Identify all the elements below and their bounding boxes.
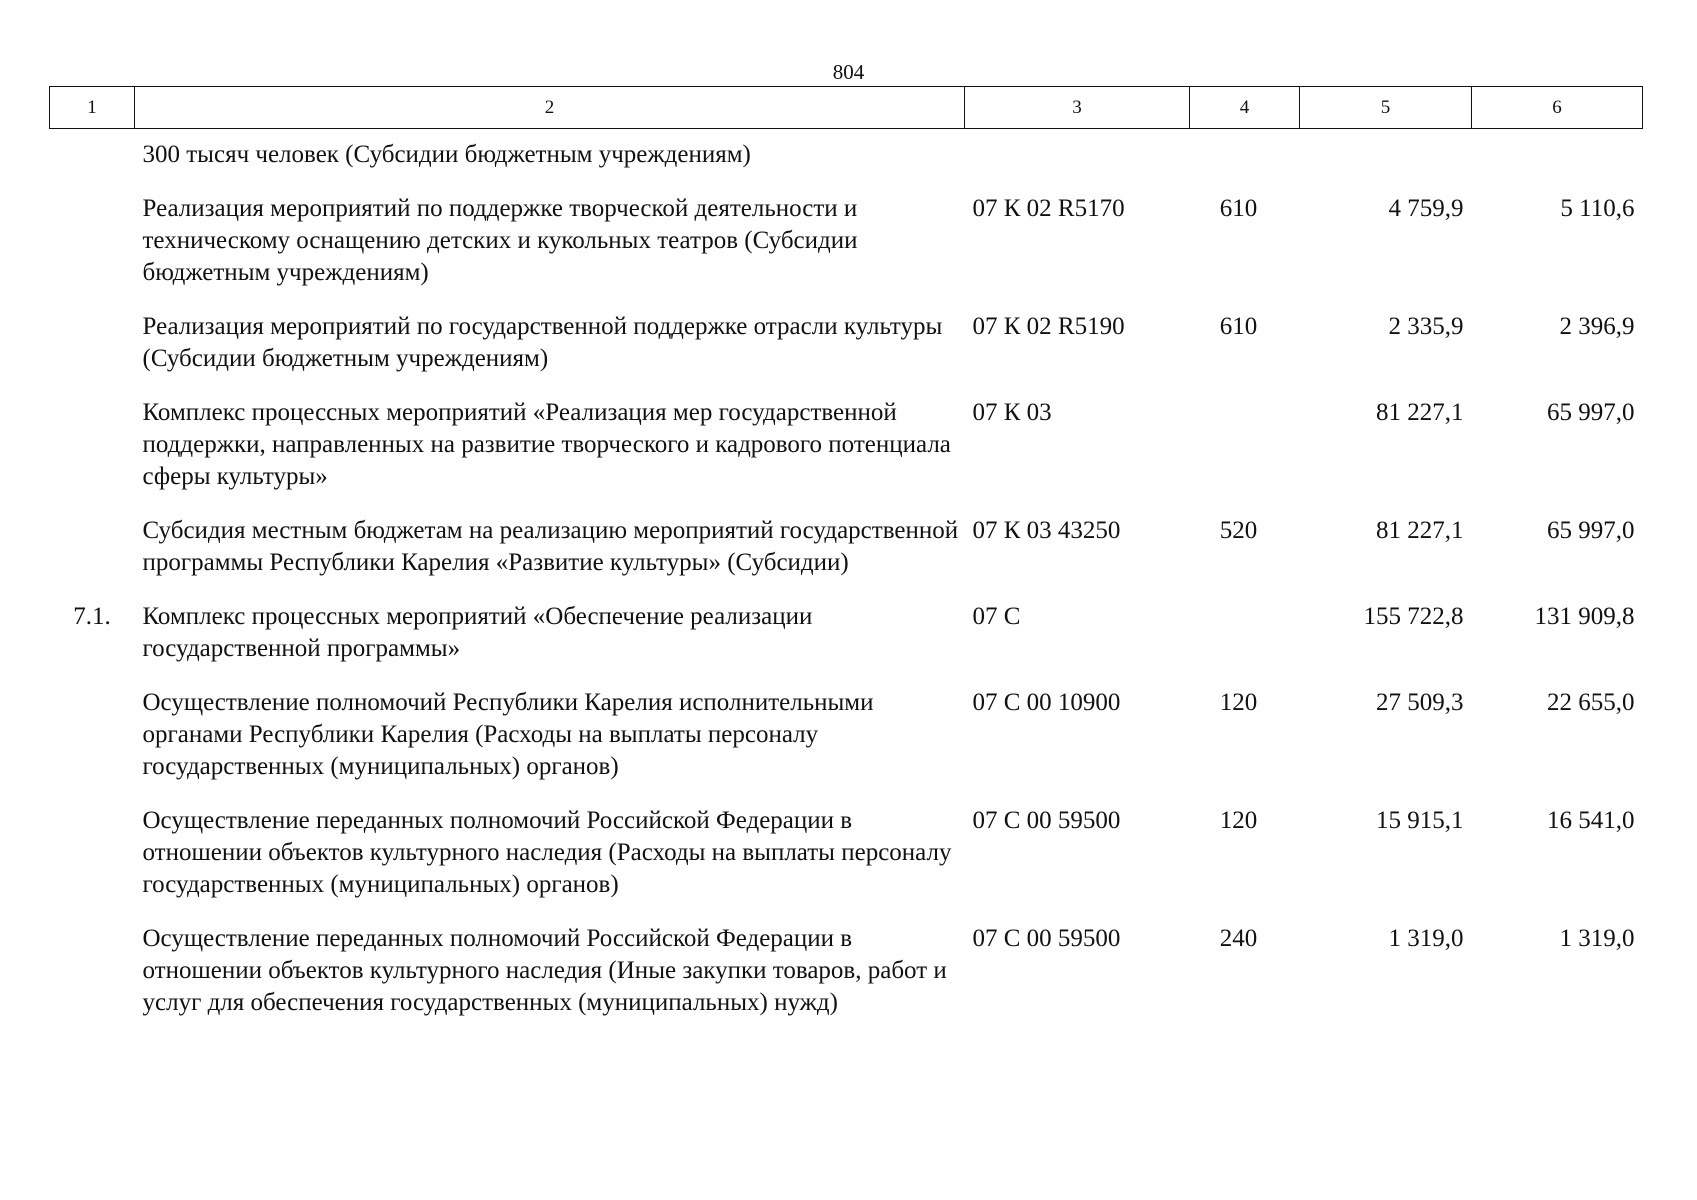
column-header-5: 5 (1300, 87, 1472, 129)
row-description: Субсидия местным бюджетам на реализацию мероприятий государственной программы Республики Карелия «Развитие культуры» (Субсидии) (142, 517, 959, 576)
row-amount-col5: 15 915,1 (1376, 807, 1464, 834)
table-header (50, 87, 1643, 129)
row-expense-type: 120 (1219, 807, 1258, 834)
row-amount-col6: 65 997,0 (1547, 517, 1635, 544)
row-amount-col5: 81 227,1 (1376, 399, 1464, 426)
table-row (50, 129, 1643, 182)
column-header-6: 6 (1472, 87, 1643, 129)
row-target-code: 07 К 03 43250 (972, 517, 1121, 544)
row-amount-col6: 65 997,0 (1547, 399, 1635, 426)
row-expense-type: 520 (1219, 517, 1258, 544)
row-expense-type: 610 (1219, 195, 1258, 222)
row-target-code: 07 К 03 (972, 399, 1052, 426)
table-row (50, 503, 1643, 589)
row-amount-col5: 81 227,1 (1376, 517, 1464, 544)
table-row (50, 589, 1643, 675)
row-expense-type: 610 (1219, 313, 1258, 340)
row-target-code: 07 С 00 59500 (972, 925, 1121, 952)
row-description: Комплекс процессных мероприятий «Реализация мер государственной поддержки, направленных на развитие творческого и кадрового потенциала сферы культуры» (142, 399, 951, 490)
row-number (50, 181, 135, 299)
row-amount-col5: 155 722,8 (1363, 603, 1464, 630)
table-row (50, 299, 1643, 385)
row-number (50, 299, 135, 385)
column-header-row (50, 87, 1643, 129)
row-number: 7.1. (73, 603, 111, 630)
table-row (50, 911, 1643, 1029)
row-description: Осуществление переданных полномочий Российской Федерации в отношении объектов культурного наследия (Расходы на выплаты персоналу государственных (муниципальных) органов) (142, 807, 952, 898)
table-body (50, 129, 1643, 1030)
row-description: Осуществление полномочий Республики Карелия исполнительными органами Республики Карелия (Расходы на выплаты персоналу государственных (муниципальных) органов) (142, 689, 874, 780)
row-expense-type: 120 (1219, 689, 1258, 716)
row-target-code: 07 К 02 R5170 (972, 195, 1125, 222)
table-row (50, 793, 1643, 911)
row-amount-col6: 2 396,9 (1559, 313, 1635, 340)
row-number (50, 503, 135, 589)
row-amount-col6: 16 541,0 (1547, 807, 1635, 834)
column-header-1: 1 (50, 87, 135, 129)
row-target-code: 07 К 02 R5190 (972, 313, 1125, 340)
page-number: 804 (832, 60, 865, 84)
row-amount-col5: 2 335,9 (1388, 313, 1464, 340)
row-target-code: 07 С 00 59500 (972, 807, 1121, 834)
column-header-2: 2 (135, 87, 965, 129)
row-description: 300 тысяч человек (Субсидии бюджетным учреждениям) (142, 141, 751, 168)
row-number (50, 129, 135, 182)
row-number (50, 385, 135, 503)
row-expense-type (1190, 589, 1300, 675)
table-row (50, 181, 1643, 299)
row-amount-col6: 1 319,0 (1559, 925, 1635, 952)
row-target-code: 07 С 00 10900 (972, 689, 1121, 716)
row-description: Реализация мероприятий по государственной поддержке отрасли культуры (Субсидии бюджетным учреждениям) (142, 313, 943, 372)
row-amount-col6: 22 655,0 (1547, 689, 1635, 716)
row-target-code: 07 С (972, 603, 1021, 630)
row-description: Осуществление переданных полномочий Российской Федерации в отношении объектов культурного наследия (Иные закупки товаров, работ и услуг для обеспечения государственных (муниципальных) нужд) (142, 925, 947, 1016)
row-expense-type (1190, 385, 1300, 503)
row-amount-col5: 1 319,0 (1388, 925, 1464, 952)
row-number (50, 675, 135, 793)
row-amount-col6: 5 110,6 (1560, 195, 1635, 222)
column-header-3: 3 (965, 87, 1190, 129)
row-amount-col5: 27 509,3 (1376, 689, 1464, 716)
row-expense-type (1190, 129, 1300, 182)
row-target-code (965, 129, 1190, 182)
column-header-4: 4 (1190, 87, 1300, 129)
row-amount-col6: 131 909,8 (1534, 603, 1635, 630)
row-description: Комплекс процессных мероприятий «Обеспечение реализации государственной программы» (142, 603, 813, 662)
row-expense-type: 240 (1219, 925, 1258, 952)
table-row (50, 385, 1643, 503)
row-amount-col5 (1300, 129, 1472, 182)
row-amount-col6 (1472, 129, 1643, 182)
budget-table (49, 86, 1643, 1029)
row-number (50, 793, 135, 911)
row-amount-col5: 4 759,9 (1388, 195, 1464, 222)
row-number (50, 911, 135, 1029)
row-description: Реализация мероприятий по поддержке творческой деятельности и техническому оснащению детских и кукольных театров (Субсидии бюджетным учреждениям) (142, 195, 858, 286)
table-row (50, 675, 1643, 793)
